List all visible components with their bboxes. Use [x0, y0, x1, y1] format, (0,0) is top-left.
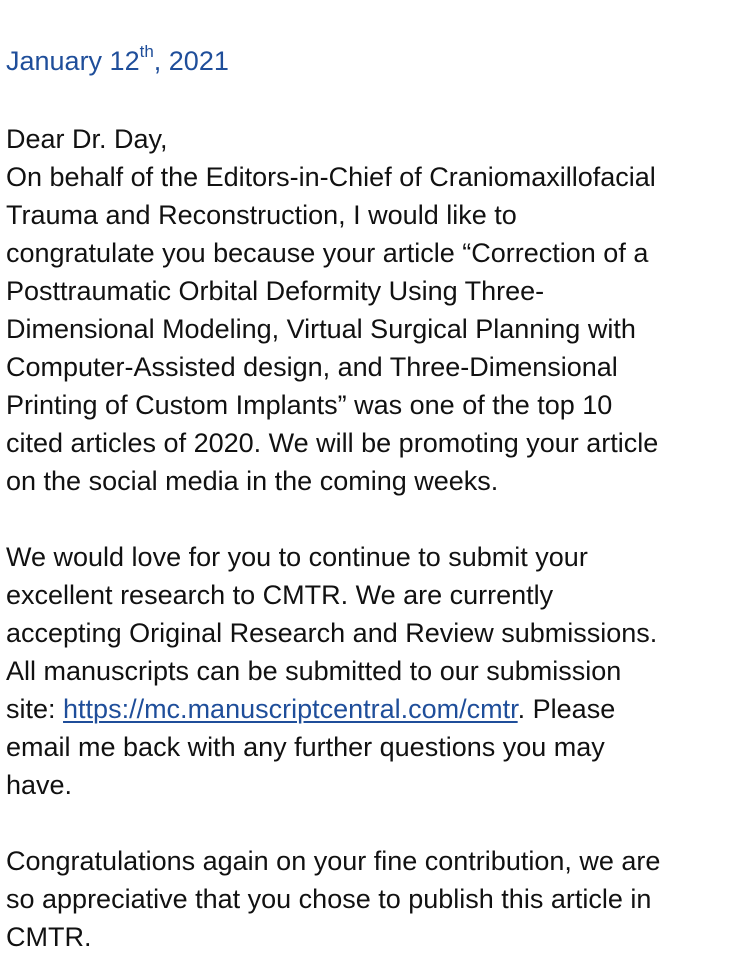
letter-date — [6, 42, 229, 80]
paragraph2-line: email me back with any further questions you may — [6, 732, 605, 762]
date-ordinal-suffix: th — [139, 42, 154, 61]
paragraph3-line: Congratulations again on your fine contribution, we are — [6, 846, 661, 876]
paragraph1-line: Computer-Assisted design, and Three-Dimensional — [6, 352, 618, 382]
date-month-day: January 12 — [6, 46, 140, 76]
paragraph1-line: Posttraumatic Orbital Deformity Using Three- — [6, 276, 545, 306]
paragraph1-line: on the social media in the coming weeks. — [6, 466, 499, 496]
email-letter — [6, 0, 738, 952]
paragraph3-line: so appreciative that you chose to publish this article in — [6, 884, 652, 914]
paragraph1-line: congratulate you because your article “Correction of a — [6, 238, 649, 268]
paragraph2-line: accepting Original Research and Review submissions. — [6, 618, 658, 648]
submission-site-link[interactable]: https://mc.manuscriptcentral.com/cmtr — [63, 694, 518, 724]
paragraph2-line: All manuscripts can be submitted to our submission — [6, 656, 622, 686]
paragraph1-line: Printing of Custom Implants” was one of the top 10 — [6, 390, 613, 420]
paragraph1-line: cited articles of 2020. We will be promoting your article — [6, 428, 659, 458]
paragraph1-line: On behalf of the Editors-in-Chief of Craniomaxillofacial — [6, 162, 656, 192]
paragraph2-line: excellent research to CMTR. We are currently — [6, 580, 554, 610]
paragraph3-line: CMTR. — [6, 922, 92, 952]
paragraph1-line: Dimensional Modeling, Virtual Surgical Planning with — [6, 314, 636, 344]
paragraph2-link-line — [6, 690, 615, 728]
paragraph2-line: have. — [6, 770, 73, 800]
link-prefix: site: — [6, 694, 64, 724]
link-suffix: . Please — [517, 694, 616, 724]
paragraph2-line: We would love for you to continue to submit your — [6, 542, 588, 572]
paragraph1-line: Trauma and Reconstruction, I would like to — [6, 200, 517, 230]
date-year: , 2021 — [153, 46, 229, 76]
salutation: Dear Dr. Day, — [6, 124, 168, 154]
